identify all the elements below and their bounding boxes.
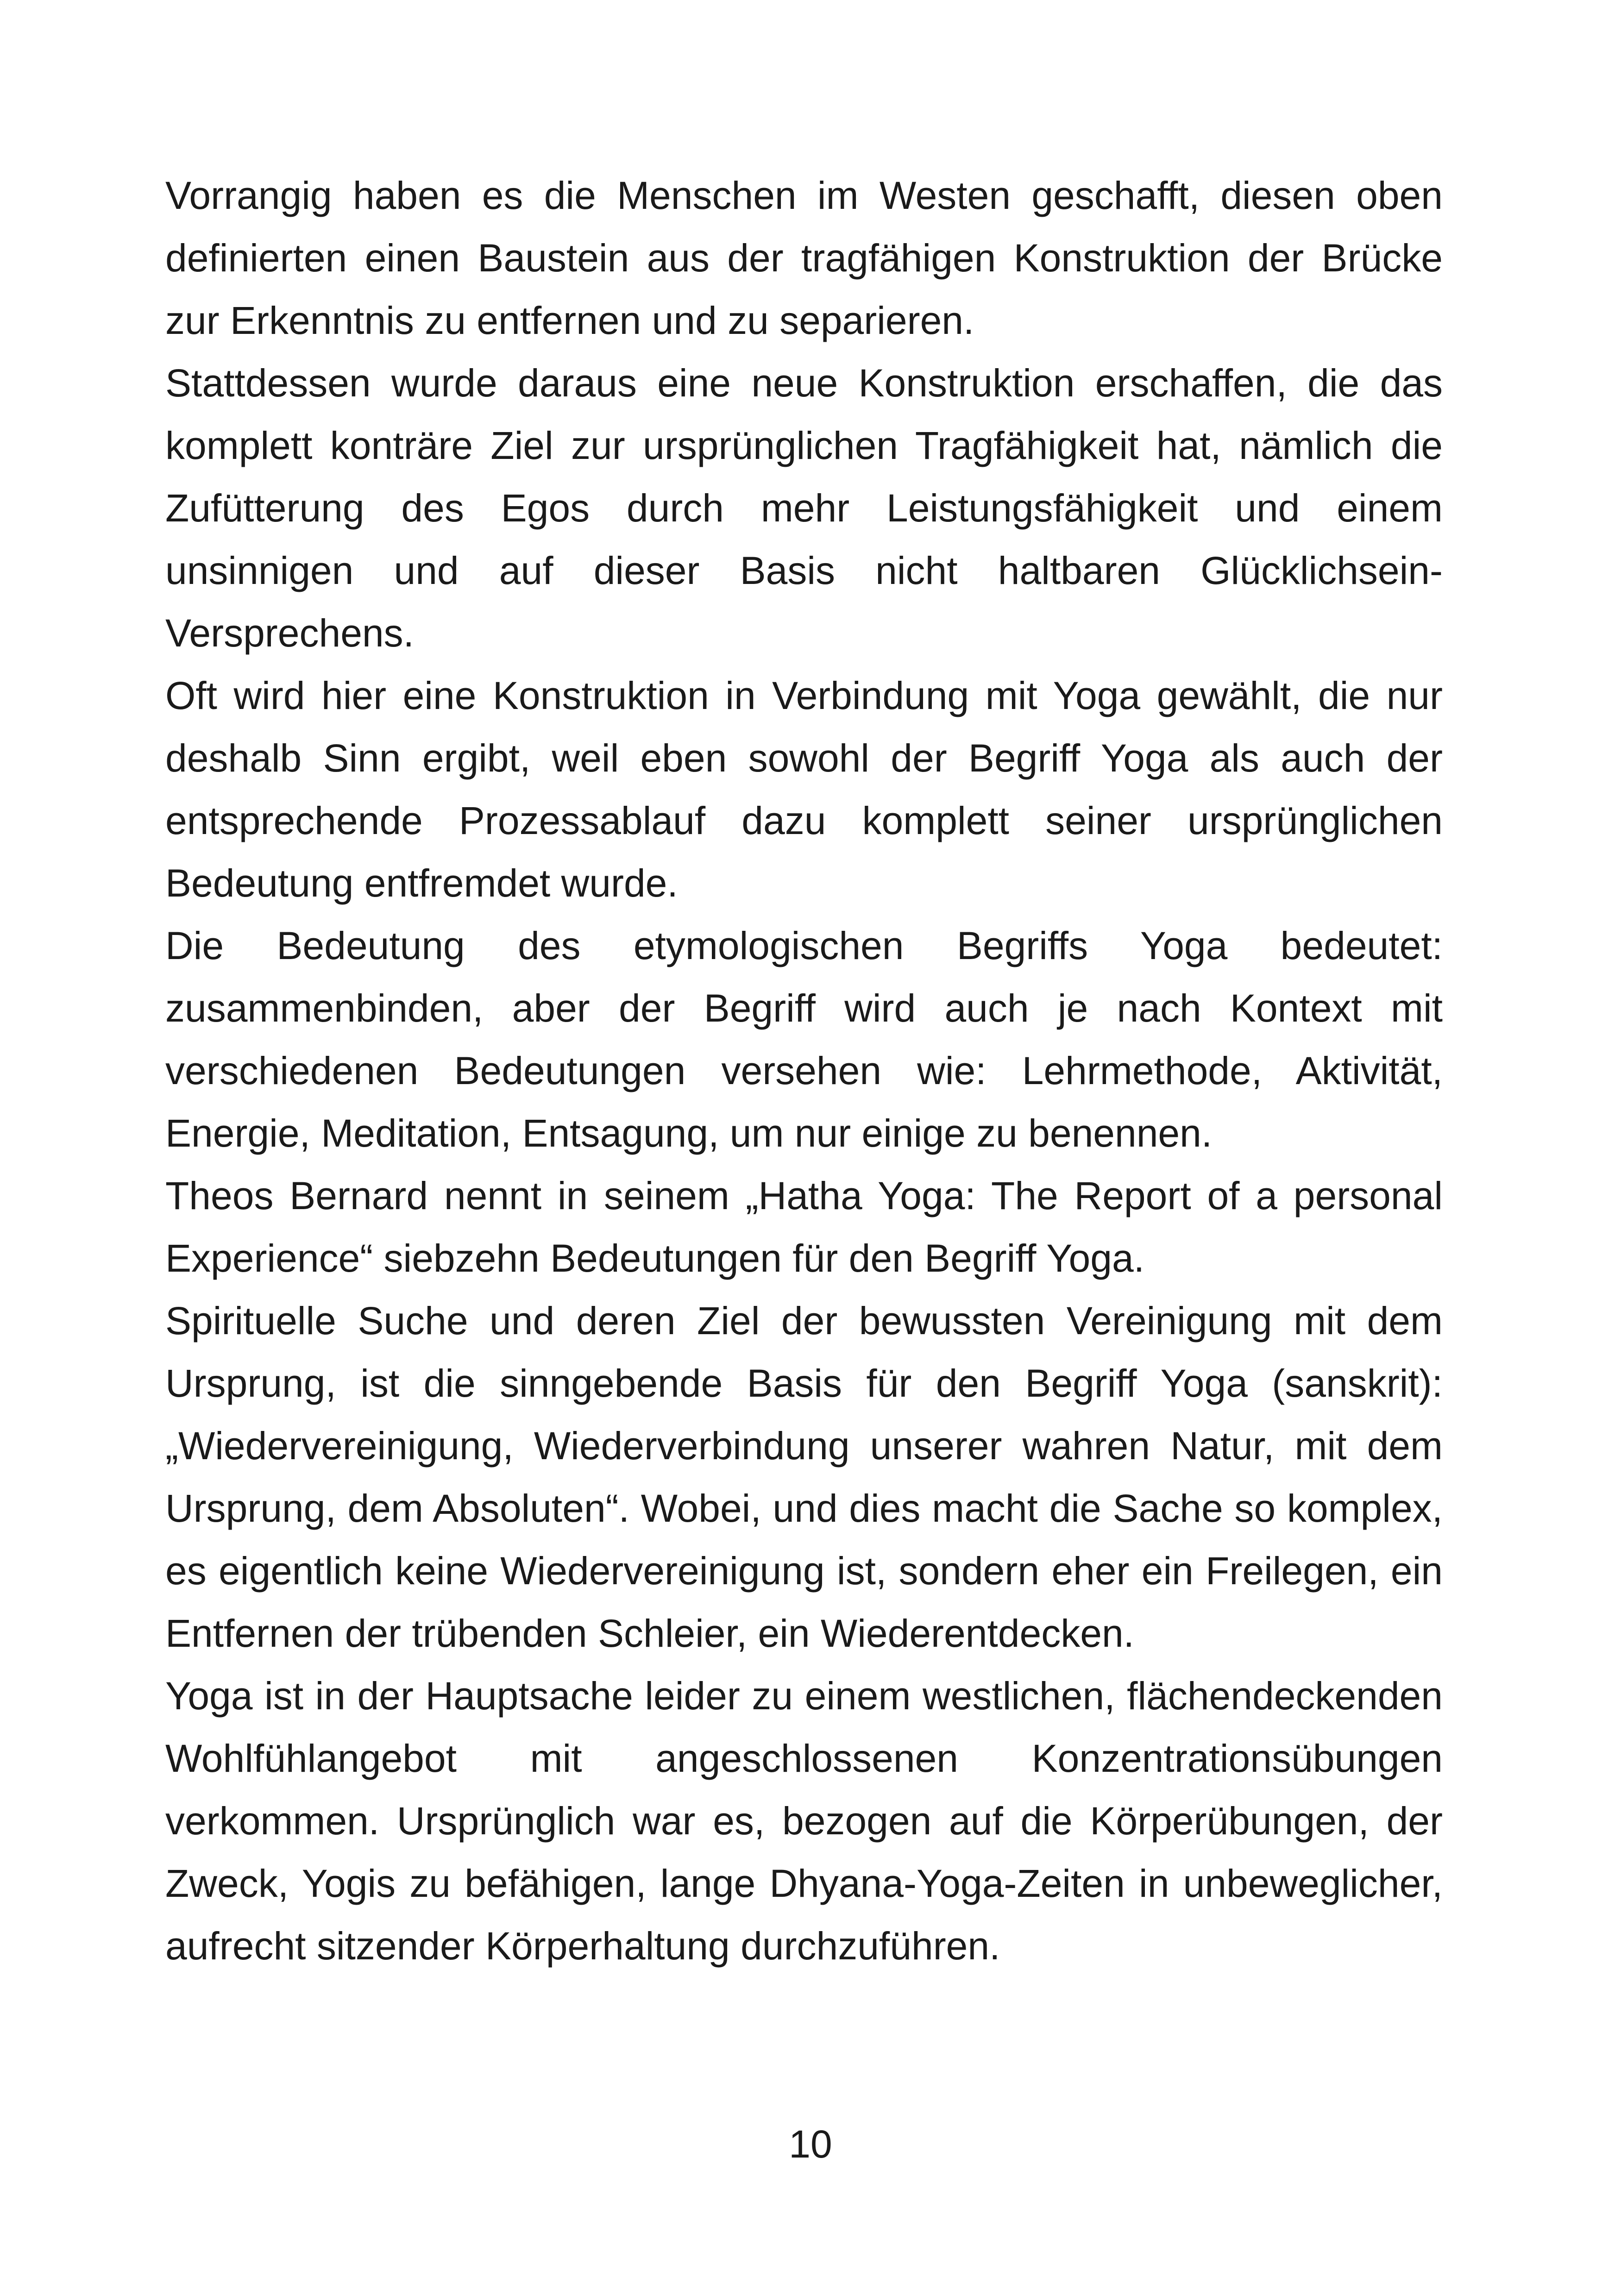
paragraph: Vorrangig haben es die Menschen im Westen geschafft, diesen oben definierten einen Baustein aus der tragfähigen Konstruktion der Brücke zur Erkenntnis zu entfernen und zu separieren. [165,174,1443,342]
paragraph: Theos Bernard nennt in seinem „Hatha Yoga: The Report of a personal Experience“ siebzehn Bedeutungen für den Begriff Yoga. [165,1174,1443,1280]
paragraph: Stattdessen wurde daraus eine neue Konstruktion erschaffen, die das komplett konträre Ziel zur ursprünglichen Tragfähigkeit hat, nämlich die Zufütterung des Egos durch mehr Leistungsfähigkeit und einem unsinnigen und auf dieser Basis nicht haltbaren Glücklichsein-Versprechens. [165,361,1443,655]
page-number: 10 [789,2122,832,2166]
body-text [165,164,1443,1977]
paragraph: Die Bedeutung des etymologischen Begriffs Yoga bedeutet: zusammenbinden, aber der Begriff wird auch je nach Kontext mit verschiedenen Bedeutungen versehen wie: Lehrmethode, Aktivität, Energie, Meditation, Entsagung, um nur einige zu benennen. [165,924,1443,1155]
paragraph: Spirituelle Suche und deren Ziel der bewussten Vereinigung mit dem Ursprung, ist die sinngebende Basis für den Begriff Yoga (sanskrit): „Wiedervereinigung, Wiederverbindung unserer wahren Natur, mit dem Ursprung, dem Absoluten“. Wobei, und dies macht die Sache so komplex, es eigentlich keine Wiedervereinigung ist, sondern eher ein Freilegen, ein Entfernen der trübenden Schleier, ein Wiederentdecken. [165,1299,1443,1655]
paragraph: Oft wird hier eine Konstruktion in Verbindung mit Yoga gewählt, die nur deshalb Sinn ergibt, weil eben sowohl der Begriff Yoga als auch der entsprechende Prozessablauf dazu komplett seiner ursprünglichen Bedeutung entfremdet wurde. [165,674,1443,905]
paragraph: Yoga ist in der Hauptsache leider zu einem westlichen, flächendeckenden Wohlfühlangebot mit angeschlossenen Konzentrationsübungen verkommen. Ursprünglich war es, bezogen auf die Körperübungen, der Zweck, Yogis zu befähigen, lange Dhyana-Yoga-Zeiten in unbeweglicher, aufrecht sitzender Körperhaltung durchzuführen. [165,1674,1443,1968]
